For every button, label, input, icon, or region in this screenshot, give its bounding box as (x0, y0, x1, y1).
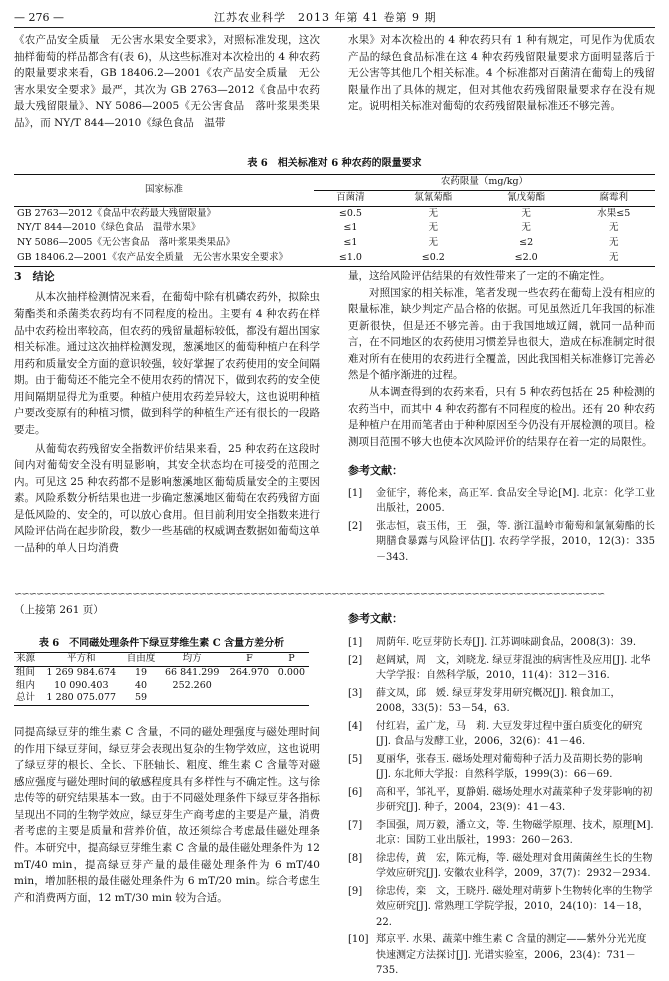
bottom-right-column (348, 610, 655, 981)
table6-cell: 水果≤5 (597, 207, 631, 219)
top-right-paragraph: 水果》对本次检出的 4 种农药只有 1 种有规定，可见作为优质农产品的绿色食品标准在这 4 种农药残留限量要求方面明显落后于无公害等其他几个相关标准。4 个标准都对百菌清在葡萄上的残留限量作出了具体的规定，但对其他农药残留限量要求存在没有规定。说明相关标准对葡萄的农药残留限量标准还不够完善。 (348, 34, 655, 113)
reference-item: [1] 金征宇，蒋伦来，高正军. 食品安全导论[M]. 北京：化学工业出版社，2005. (348, 487, 655, 515)
table-row (14, 221, 655, 236)
table6-cell: 无 (521, 207, 531, 219)
variance-header: 来源 (16, 653, 36, 664)
reference-item: [7] 李国强，周万毅，潘立文，等. 生物磁学原理、技术，原理[M]. 北京：国防工业出版社，1993：260－263. (348, 819, 654, 847)
table-row: 组内 10 090.403 40 252.260 (16, 679, 212, 691)
bottom-left-column (14, 724, 320, 906)
table6-cell: NY/T 844—2010《绿色食品 温带水果》 (17, 222, 201, 234)
section-heading: 3 结论 (14, 270, 55, 283)
top-left-column (14, 32, 320, 131)
references-heading: 参考文献： (348, 612, 403, 625)
reference-item: [3] 薛文凤，邱 媛. 绿豆芽发芽用研究概况[J]. 粮食加工，2008，33(5)：53－54，63. (348, 687, 621, 715)
table-row: 总计 1 280 075.077 59 (14, 692, 309, 705)
references-list (348, 486, 655, 566)
reference-item: [2] 张志恒，袁玉伟，王 强，等. 浙江温岭市葡萄和氯氰菊酯的长期膳食暴露与风险评估[J]. 农药学学报，2010，12(3)：335－343. (348, 520, 655, 563)
page-header (14, 6, 655, 28)
table6-caption: 表 6 相关标准对 6 种农药的限量要求 (247, 158, 422, 169)
top-right-column (348, 32, 655, 115)
wavy-divider: ∽∽∽∽∽∽∽∽∽∽∽∽∽∽∽∽∽∽∽∽∽∽∽∽∽∽∽∽∽∽∽∽∽∽∽∽∽∽∽∽∽∽∽∽∽∽∽∽∽∽∽∽∽∽∽∽∽∽∽∽∽∽∽∽∽∽∽∽∽∽∽∽∽∽∽∽∽∽∽∽ (14, 589, 605, 600)
page-number: — 276 — (14, 11, 64, 24)
table6-cell: 无 (428, 222, 439, 234)
variance-table-caption: 表 6 不同磁处理条件下绿豆芽维生素 C 含量方差分析 (38, 638, 285, 649)
table6-cell: 无 (609, 237, 619, 249)
variance-header: 自由度 (126, 653, 156, 664)
table6-cell: 无 (428, 207, 439, 219)
table6-cell: ≤2.0 (514, 252, 538, 264)
table6-cell: ≤1.0 (338, 252, 362, 264)
middle-right-column (348, 268, 655, 567)
table6-cell: 无 (609, 222, 619, 234)
reference-item: [5] 夏丽华，张春玉. 磁场处理对葡萄种子活力及苗期长势的影响[J]. 东北师大学报：自然科学版，1999(3)：66－69. (348, 753, 643, 781)
reference-item: [4] 付红岩，孟广龙，马 莉. 大豆发芽过程中蛋白质变化的研究[J]. 食品与发酵工业，2006，32(6)：41－46. (348, 720, 643, 748)
table6-header-standard: 国家标准 (144, 183, 183, 195)
table6-header-pesticide: 百菌清 (336, 191, 365, 203)
references-heading: 参考文献： (348, 464, 403, 478)
table6-cell: NY 5086—2005《无公害食品 落叶浆果类果品》 (17, 237, 235, 249)
variance-header: F (246, 653, 253, 664)
table6-header-pesticide: 氰戊菊酯 (507, 191, 546, 203)
reference-item: [8] 徐忠传，黄 宏，陈元梅，等. 磁处理对食用菌菌丝生长的生物学效应研究[J]. 安徽农业科学，2009，37(7)：2932－2934. (348, 852, 653, 880)
body-paragraph: 从本次抽样检测情况来看，在葡萄中除有机磷农药外，拟除虫菊酯类和杀菌类农药均有不同程度的检出。主要有 4 种农药在样品中农药检出率较高，但农药的残留量超标较低，都没有超出国家相关标准。通过这次抽样检测发现，葱溪地区的葡萄种植户在科学用药和质量安全方面的意识较强，较好掌握了农药使用的安全间隔期。由于葡萄还不能完全不使用农药的情况下，做到农药的安全使用间隔期显得尤为重要。种植户使用农药差异较大，这也说明种植户要改变原有的种植习惯，做到科学的种植生产还有很长的一段路要走。 (14, 291, 320, 436)
reference-item: [9] 徐忠传，栾 文，王晓丹. 磁处理对萌萝卜生物转化率的生物学效应研究[J]. 常熟理工学院学报，2010，24(10)：14－18，22. (348, 885, 653, 928)
table6-cell: ≤0.2 (421, 252, 445, 264)
table6-cell: 无 (609, 252, 619, 264)
body-paragraph: 从本调查得到的农药来看，只有 5 种农药包括在 25 种检测的农药当中，而其中 4 种农药都有不同程度的检出。还有 20 种农药是种植户在用而笔者由于种种原因至今仍没有开展检测的项目。检测项目范围不够大也使本次风险评价的结果存在着一定的局限性。 (348, 386, 655, 448)
table6-cell: GB 2763—2012《食品中农药最大残留限量》 (17, 207, 216, 219)
table-row (14, 236, 655, 251)
top-left-paragraph: 《农产品安全质量 无公害水果安全要求》，对照标准发现，这次抽样葡萄的样品都含有(表 6)，从这些标准对本次检出的 4 种农药的限量要求来看，GB 18406.2—2001《农产品安全质量 无公害水果安全要求》最严，其次为 GB 2763—2012《食品中农药最大残留限量》、NY 5086—2005《无公害食品 落叶浆果类果品》，而 NY/T 844—2010《绿色食品 温带 (14, 34, 320, 129)
table6-cell: 无 (428, 237, 439, 249)
references-list (348, 635, 655, 979)
variance-table (14, 652, 309, 706)
table6-cell: GB 18406.2—2001《农产品安全质量 无公害水果安全要求》 (17, 252, 289, 264)
reference-item: [10] 郑京平. 水果、蔬菜中维生素 C 含量的测定——紫外分光光度快速测定方法探讨[J]. 光谱实验室，2006，23(4)：731－735. (348, 934, 647, 977)
section3-column (14, 268, 320, 557)
reference-item: [6] 高和平，邹礼平，夏静娟. 磁场处理水对蔬菜种子发芽影响的初步研究[J]. 种子，2004，23(9)：41－43. (348, 786, 653, 814)
table6-header-group: 农药限量（mg/kg） (314, 175, 655, 191)
table6-header-pesticide: 腐霉利 (599, 191, 629, 203)
table6-cell: ≤2 (519, 237, 534, 249)
continued-note: （上接第 261 页） (14, 604, 104, 616)
table6-cell: 无 (521, 222, 531, 234)
table6-cell: ≤1 (343, 237, 358, 249)
reference-item: [1] 周荫年. 吃豆芽防长寿[J]. 江苏调味副食品，2008(3)：39. (348, 637, 637, 649)
table-row (14, 251, 655, 266)
table-row: 组间 1 269 984.674 19 66 841.299 264.970 0.000 (16, 666, 305, 678)
table-row (14, 206, 655, 221)
journal-title: 江苏农业科学 2013 年第 41 卷第 9 期 (214, 11, 437, 24)
body-paragraph: 量，这给风险评估结果的有效性带来了一定的不确定性。 (348, 270, 611, 282)
body-paragraph: 对照国家的相关标准，笔者发现一些农药在葡萄上没有相应的限量标准，缺少判定产品合格的依据。可见虽然近几年我国的标准更新很快，但是还不够完善。由于我国地域辽阔，就同一品种而言，在不同地区的农药使用习惯差异也很大，造成在标准制定时很难对所有在使用的农药进行全覆盖，因此我国相关标准修订完善必然是个循序渐进的过程。 (348, 286, 655, 382)
body-paragraph: 从葡萄农药残留安全指数评价结果来看，25 种农药在这段时间内对葡萄安全没有明显影响，其安全状态均在可接受的范围之内。可见这 25 种农药都不是影响葱溪地区葡萄质量安全的主要因素。风险系数分析结果也进一步确定葱溪地区葡萄在农药残留方面是低风险的、安全的，可以放心食用。但目前利用安全指数来进行风险评估尚在起步阶段，数少一些基础的权威调查数据如葡萄这单一品种的单人日均消费 (14, 442, 320, 555)
body-paragraph: 同提高绿豆芽的维生素 C 含量，不同的磁处理强度与磁处理时间的作用下绿豆芽间，绿豆芽会表现出复杂的生物学效应，这也说明了绿豆芽的根长、全长、下胚轴长、粗度、维生素 C 含量等对磁感应强度与磁处理时间的敏感程度具有多样性与不确定性。这与徐忠传等的研究结果基本一致。由于不同磁处理条件下绿豆芽各指标呈现出不同的生物学效应，绿豆芽生产商考虑的主要是产量，消费者考虑的主要是质量和营养价值，故还须综合考虑最佳磁处理条件。本研究中，提高绿豆芽维生素 C 含量的最佳磁处理条件为 12 mT/40 min，提高绿豆芽产量的最佳磁处理条件为 6 mT/40 min，增加胚根的最佳磁处理条件为 6 mT/20 min。综合考虑生产和消费两方面，12 mT/30 min 较为合适。 (14, 726, 320, 904)
reference-item: [2] 赵阔斌，周 文，刘晓龙. 绿豆芽混浊的病害性及应用[J]. 北华大学学报：自然科学版，2010，11(4)：312－316. (348, 654, 651, 682)
table6-header-pesticide: 氯氰菊酯 (414, 191, 453, 203)
table6-cell: ≤1 (343, 222, 358, 234)
variance-header: 平方和 (67, 653, 96, 664)
table6 (14, 174, 655, 267)
variance-header: 均方 (182, 653, 202, 664)
variance-header: P (288, 653, 295, 664)
table6-cell: ≤0.5 (338, 207, 362, 219)
